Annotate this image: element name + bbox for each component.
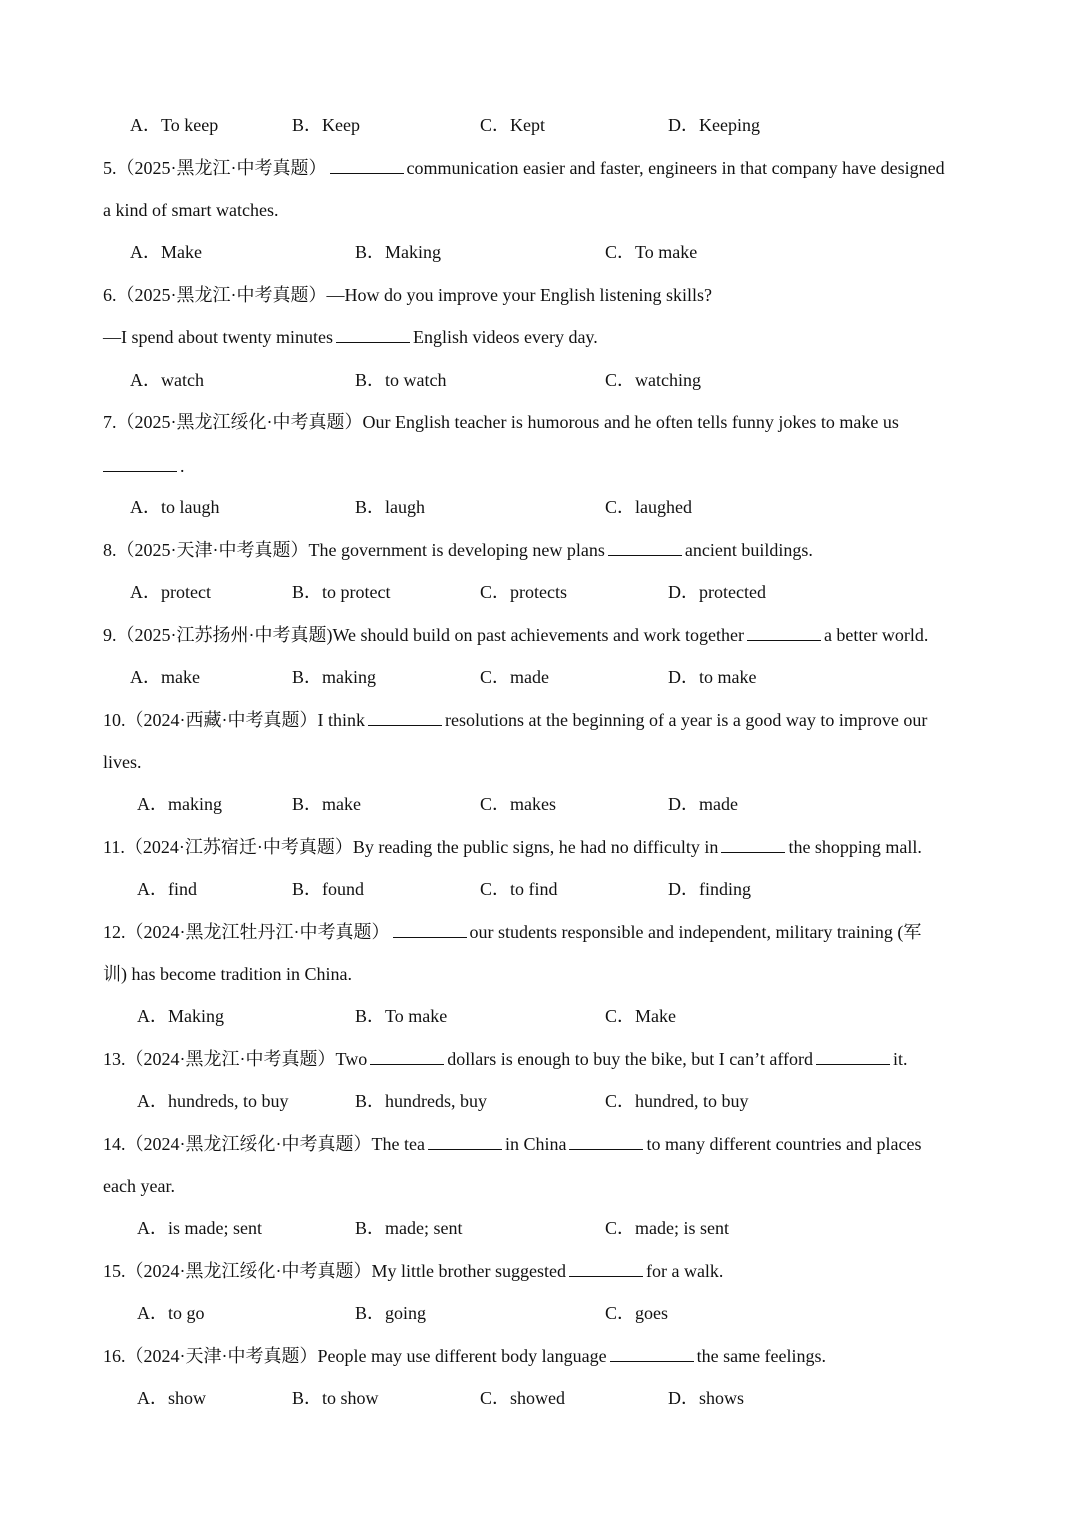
q16-option-a[interactable]: A．show [137,1388,207,1408]
q9-text-after: a better world. [823,625,929,645]
q12-option-b[interactable]: B．To make [355,1006,448,1026]
q14-blank-2 [569,1133,643,1150]
q6-options [0,368,1080,392]
q9-option-d[interactable]: D．to make [668,667,757,687]
q10-option-a[interactable]: A．making [137,794,222,814]
q6-option-a[interactable]: A．watch [130,370,204,390]
q13-blank-2 [816,1048,890,1065]
q7-text-after: . [180,456,185,476]
q7-option-a[interactable]: A．to laugh [130,497,220,517]
q13-text-after: it. [893,1049,908,1069]
q10-text-before: 10.（2024·西藏·中考真题）I think [103,710,365,730]
q14-option-b[interactable]: B．made; sent [355,1218,463,1238]
q9-option-b[interactable]: B．making [292,667,376,687]
q15-option-b[interactable]: B．going [355,1303,427,1323]
q5-stem-line2: a kind of smart watches. [103,200,279,220]
q4-option-d[interactable]: D．Keeping [668,115,760,135]
q16-options [0,1386,1080,1410]
q10-text-after: resolutions at the beginning of a year is a good way to improve our [444,710,928,730]
q10-blank [368,709,442,726]
q14-text-before: 14.（2024·黑龙江绥化·中考真题）The tea [103,1134,425,1154]
q7-stem-line2 [103,454,185,478]
q14-text-after: to many different countries and places [646,1134,922,1154]
q15-text-before: 15.（2024·黑龙江绥化·中考真题）My little brother suggested [103,1261,566,1281]
q15-stem-line1 [103,1259,723,1283]
q15-text-after: for a walk. [645,1261,724,1281]
q11-option-d[interactable]: D．finding [668,879,751,899]
q12-option-c[interactable]: C．Make [605,1006,676,1026]
q5-options [0,240,1080,264]
q9-options [0,665,1080,689]
q8-blank [608,539,682,556]
q14-text-mid: in China [504,1134,567,1154]
q5-stem-line1 [103,156,945,180]
q8-option-b[interactable]: B．to protect [292,582,391,602]
q8-text-after: ancient buildings. [684,540,813,560]
q5-option-b[interactable]: B．Making [355,242,442,262]
q13-option-b[interactable]: B．hundreds, buy [355,1091,487,1111]
q13-blank-1 [370,1048,444,1065]
q7-blank [103,455,177,472]
q4-option-b[interactable]: B．Keep [292,115,360,135]
q6-stem-line2 [103,325,598,349]
q11-options [0,877,1080,901]
q10-stem-line2: lives. [103,752,142,772]
q12-text-after: our students responsible and independent, military training (军 [469,922,922,942]
q13-option-a[interactable]: A．hundreds, to buy [137,1091,289,1111]
q12-options [0,1004,1080,1028]
q15-option-c[interactable]: C．goes [605,1303,668,1323]
q9-text-before: 9.（2025·江苏扬州·中考真题)We should build on past achievements and work together [103,625,744,645]
q11-option-c[interactable]: C．to find [480,879,558,899]
q8-options [0,580,1080,604]
q9-option-c[interactable]: C．made [480,667,549,687]
q10-option-d[interactable]: D．made [668,794,738,814]
q14-stem-line1 [103,1132,922,1156]
q12-blank [393,921,467,938]
q8-option-c[interactable]: C．protects [480,582,567,602]
q7-stem-line1: 7.（2025·黑龙江绥化·中考真题）Our English teacher is humorous and he often tells funny jokes to make us [103,412,899,432]
q12-source: 12.（2024·黑龙江牡丹江·中考真题） [103,922,390,942]
q8-option-a[interactable]: A．protect [130,582,211,602]
q10-stem-line1 [103,708,927,732]
q14-stem-line2: each year. [103,1176,175,1196]
q16-blank [610,1345,694,1362]
q10-option-c[interactable]: C．makes [480,794,556,814]
q10-option-b[interactable]: B．make [292,794,361,814]
q6-stem-line1: 6.（2025·黑龙江·中考真题）—How do you improve your English listening skills? [103,285,712,305]
q11-option-a[interactable]: A．find [137,879,197,899]
q7-option-c[interactable]: C．laughed [605,497,692,517]
q15-option-a[interactable]: A．to go [137,1303,205,1323]
q10-options [0,792,1080,816]
q6-blank [336,326,410,343]
q16-text-before: 16.（2024·天津·中考真题）People may use different body language [103,1346,607,1366]
q16-text-after: the same feelings. [696,1346,827,1366]
q14-option-a[interactable]: A．is made; sent [137,1218,262,1238]
q14-options [0,1216,1080,1240]
q13-text-before: 13.（2024·黑龙江·中考真题）Two [103,1049,368,1069]
q16-option-b[interactable]: B．to show [292,1388,379,1408]
q13-text-mid: dollars is enough to buy the bike, but I can’t afford [447,1049,813,1069]
q8-text-before: 8.（2025·天津·中考真题）The government is developing new plans [103,540,605,560]
q5-blank [330,157,404,174]
q11-stem-line1 [103,835,922,859]
q7-options [0,495,1080,519]
q12-stem-line1 [103,920,921,944]
q9-blank [747,624,821,641]
q7-option-b[interactable]: B．laugh [355,497,425,517]
q11-text-before: 11.（2024·江苏宿迁·中考真题）By reading the public signs, he had no difficulty in [103,837,719,857]
q8-stem-line1 [103,538,813,562]
q6-text-after: English videos every day. [412,327,598,347]
q16-option-c[interactable]: C．showed [480,1388,565,1408]
q8-option-d[interactable]: D．protected [668,582,766,602]
q6-option-c[interactable]: C．watching [605,370,701,390]
q13-option-c[interactable]: C．hundred, to buy [605,1091,749,1111]
q4-option-c[interactable]: C．Kept [480,115,545,135]
q12-stem-line2: 训) has become tradition in China. [103,964,352,984]
q11-option-b[interactable]: B．found [292,879,364,899]
q14-option-c[interactable]: C．made; is sent [605,1218,729,1238]
q15-blank [569,1260,643,1277]
q11-text-after: the shopping mall. [788,837,922,857]
q5-option-c[interactable]: C．To make [605,242,698,262]
q5-text: communication easier and faster, engineers in that company have designed [406,158,945,178]
q11-blank [721,836,785,853]
q14-blank-1 [428,1133,502,1150]
q16-option-d[interactable]: D．shows [668,1388,745,1408]
q4-options [0,113,1080,137]
q9-stem-line1 [103,623,928,647]
q16-stem-line1 [103,1344,826,1368]
q4-option-a[interactable]: A．To keep [130,115,219,135]
q12-option-a[interactable]: A．Making [137,1006,224,1026]
q5-source: 5.（2025·黑龙江·中考真题） [103,158,327,178]
q9-option-a[interactable]: A．make [130,667,200,687]
q15-options [0,1301,1080,1325]
q5-option-a[interactable]: A．Make [130,242,202,262]
q6-text-before: —I spend about twenty minutes [103,327,333,347]
q6-option-b[interactable]: B．to watch [355,370,447,390]
q13-stem-line1 [103,1047,908,1071]
q13-options [0,1089,1080,1113]
